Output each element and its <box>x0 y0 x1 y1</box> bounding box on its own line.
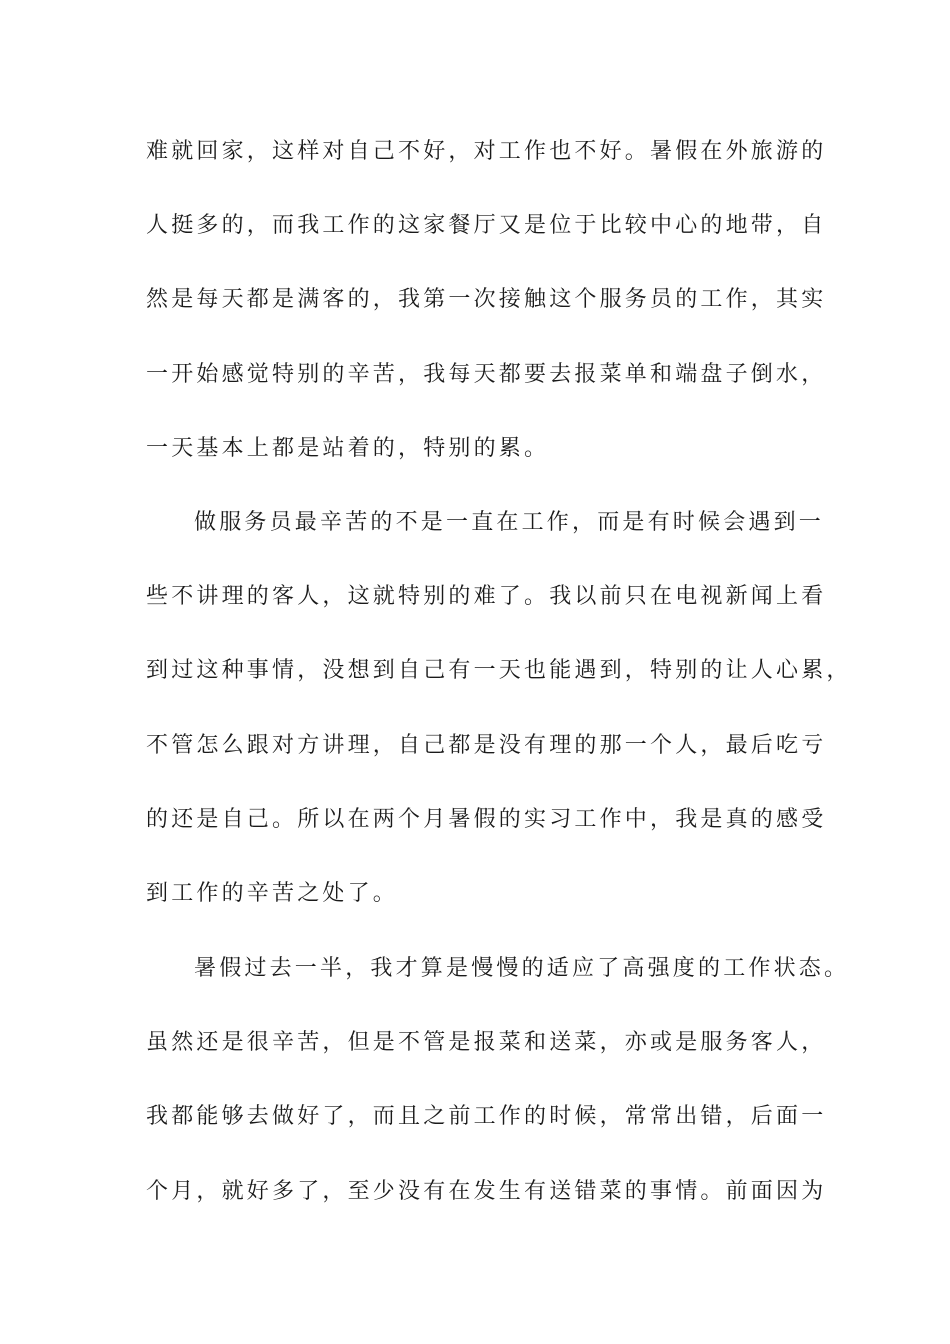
text-line: 不管怎么跟对方讲理，自己都是没有理的那一个人，最后吃亏 <box>146 733 827 758</box>
text-line: 到工作的辛苦之处了。 <box>146 881 399 906</box>
text-line: 到过这种事情，没想到自己有一天也能遇到，特别的让人心累， <box>146 658 852 683</box>
text-line: 暑假过去一半，我才算是慢慢的适应了高强度的工作状态。 <box>194 956 850 981</box>
text-line: 我都能够去做好了，而且之前工作的时候，常常出错，后面一 <box>146 1104 827 1129</box>
text-line: 难就回家，这样对自己不好，对工作也不好。暑假在外旅游的 <box>146 139 827 164</box>
text-line: 人挺多的，而我工作的这家餐厅又是位于比较中心的地带，自 <box>146 213 827 238</box>
text-line: 个月，就好多了，至少没有在发生有送错菜的事情。前面因为 <box>146 1179 827 1204</box>
text-line: 的还是自己。所以在两个月暑假的实习工作中，我是真的感受 <box>146 807 827 832</box>
text-line: 些不讲理的客人，这就特别的难了。我以前只在电视新闻上看 <box>146 584 827 609</box>
text-line: 一天基本上都是站着的，特别的累。 <box>146 436 550 461</box>
text-line: 做服务员最辛苦的不是一直在工作，而是有时候会遇到一 <box>194 510 825 535</box>
text-line: 一开始感觉特别的辛苦，我每天都要去报菜单和端盘子倒水， <box>146 362 827 387</box>
text-line: 虽然还是很辛苦，但是不管是报菜和送菜，亦或是服务客人， <box>146 1030 827 1055</box>
text-line: 然是每天都是满客的，我第一次接触这个服务员的工作，其实 <box>146 287 827 312</box>
